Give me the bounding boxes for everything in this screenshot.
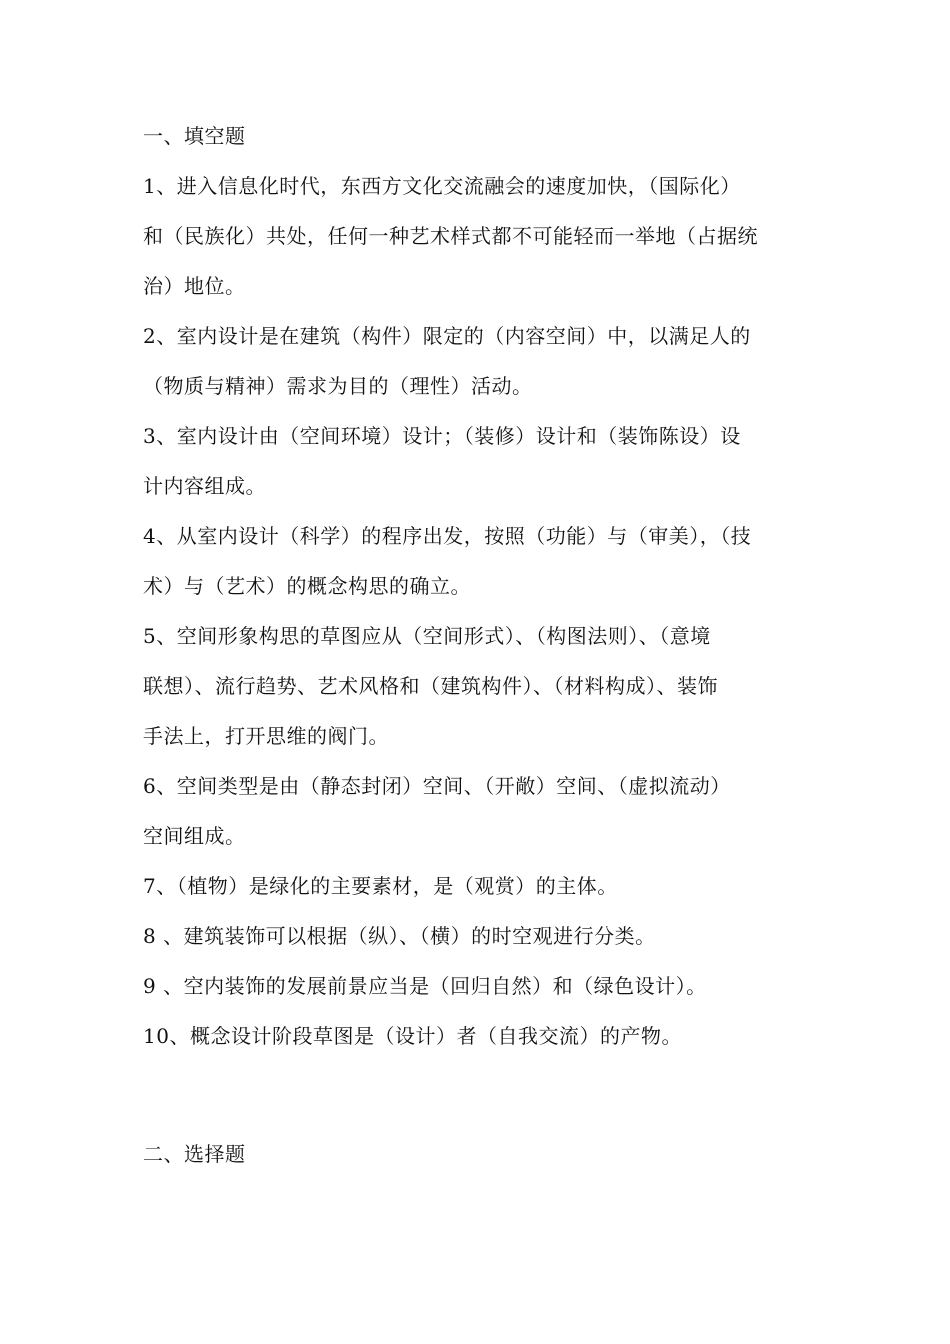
question-4-line-2: 术）与（艺术）的概念构思的确立。 xyxy=(143,574,471,598)
question-2-line-2: （物质与精神）需求为目的（理性）活动。 xyxy=(143,374,533,398)
question-10-line-1: 10、概念设计阶段草图是（设计）者（自我交流）的产物。 xyxy=(143,1024,682,1048)
question-1-line-2: 和（民族化）共处，任何一种艺术样式都不可能轻而一举地（占据统 xyxy=(143,224,758,248)
question-2-line-1: 2、室内设计是在建筑（构件）限定的（内容空间）中，以满足人的 xyxy=(143,324,751,348)
question-5-line-2: 联想）、流行趋势、艺术风格和（建筑构件）、（材料构成）、装饰 xyxy=(143,674,718,698)
question-5-line-3: 手法上，打开思维的阀门。 xyxy=(143,724,389,748)
question-6-line-2: 空间组成。 xyxy=(143,824,246,848)
question-6-line-1: 6、空间类型是由（静态封闭）空间、（开敞）空间、（虚拟流动） xyxy=(143,774,731,798)
question-5-line-1: 5、空间形象构思的草图应从（空间形式）、（构图法则）、（意境 xyxy=(143,624,711,648)
question-4-line-1: 4、从室内设计（科学）的程序出发，按照（功能）与（审美），（技 xyxy=(143,524,752,548)
question-1-line-3: 治）地位。 xyxy=(143,274,246,298)
question-9-line-1: 9 、空内装饰的发展前景应当是（回归自然）和（绿色设计）。 xyxy=(143,974,707,998)
question-3-line-2: 计内容组成。 xyxy=(143,474,266,498)
question-1-line-1: 1、进入信息化时代，东西方文化交流融会的速度加快，（国际化） xyxy=(143,174,741,198)
section-heading-fill-blank: 一、填空题 xyxy=(143,124,246,148)
question-8-line-1: 8 、建筑装饰可以根据（纵）、（横）的时空观进行分类。 xyxy=(143,924,656,948)
question-3-line-1: 3、室内设计由（空间环境）设计；（装修）设计和（装饰陈设）设 xyxy=(143,424,741,448)
section-heading-multiple-choice: 二、选择题 xyxy=(143,1142,246,1166)
question-7-line-1: 7、（植物）是绿化的主要素材，是（观赏）的主体。 xyxy=(143,874,618,898)
